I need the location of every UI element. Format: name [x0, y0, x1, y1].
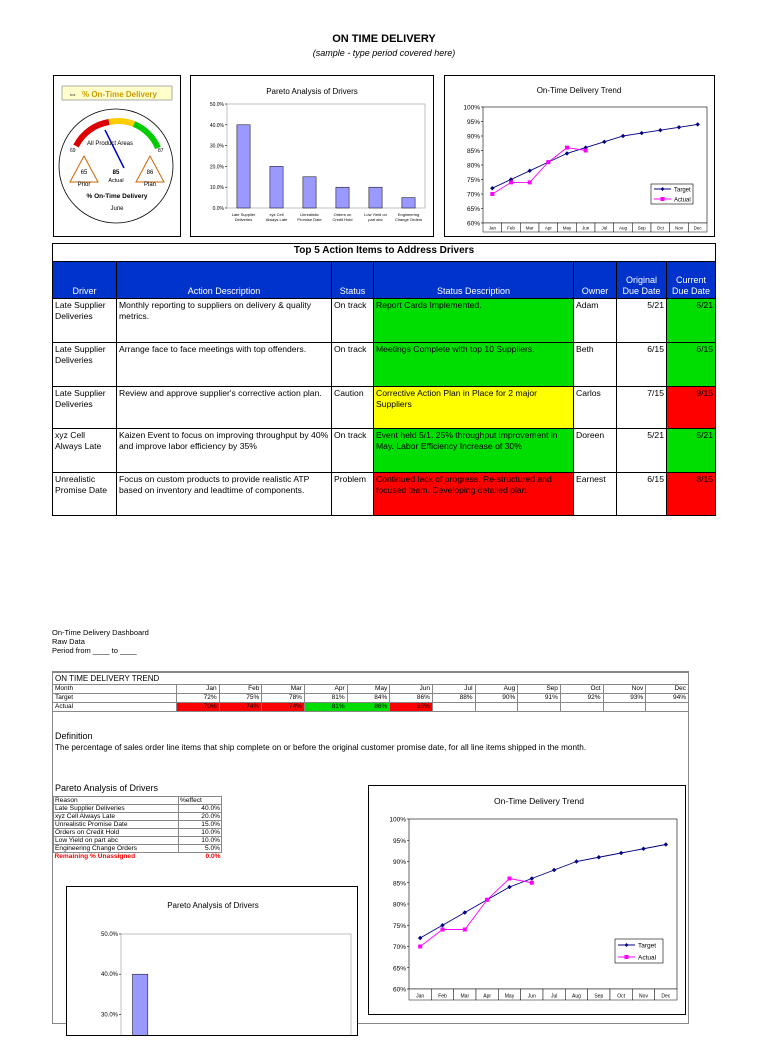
action-description: Focus on custom products to provide realistic ATP based on inventory and leadtime of components. [117, 473, 332, 516]
reason-name: Late Supplier Deliveries [54, 805, 179, 813]
action-driver: Late Supplier Deliveries [53, 299, 117, 343]
pareto-y-tick-label: 50.0% [100, 932, 118, 938]
legend-label: Target [674, 187, 691, 194]
reason-name: Engineering Change Orders [54, 845, 179, 853]
raw-target-cell: 94% [646, 694, 689, 703]
reason-name: xyz Cell Always Late [54, 813, 179, 821]
pareto-plot-area [227, 104, 425, 208]
raw-actual-label: Actual [53, 703, 177, 712]
reason-effect: 20.0% [179, 813, 222, 821]
action-owner: Earnest [574, 473, 617, 516]
col-driver: Driver [53, 262, 117, 299]
reason-name: Low Yield on part abc [54, 837, 179, 845]
raw-month-cell: Mar [262, 685, 305, 694]
action-original-due: 5/21 [617, 429, 667, 473]
raw-target-cell: 86% [390, 694, 433, 703]
pareto-chart-top [191, 76, 433, 236]
effect-header: %effect [179, 797, 222, 805]
action-current-due: 5/21 [667, 429, 716, 473]
action-original-due: 6/15 [617, 343, 667, 387]
trend-month-label: Nov [674, 225, 684, 231]
reason-header: Reason [54, 797, 179, 805]
trend-y-tick-label: 95% [466, 119, 480, 126]
gauge-value-label: Actual [108, 178, 124, 184]
reason-name: Orders on Credit Hold [54, 829, 179, 837]
action-items-table [52, 243, 716, 516]
reason-row [54, 845, 222, 853]
action-original-due: 6/15 [617, 473, 667, 516]
action-driver: Late Supplier Deliveries [53, 343, 117, 387]
raw-target-label: Target [53, 694, 177, 703]
action-status-description: Continued lack of progress. Re-structured and focused team. Developing detailed plan. [374, 473, 574, 516]
trend-month-label: Sep [594, 993, 604, 1000]
pareto-title: Pareto Analysis of Drivers [167, 901, 259, 910]
legend-marker-actual [625, 955, 629, 959]
trend-month-label: Dec [661, 993, 671, 1000]
gauge-value: 85 [112, 170, 120, 176]
col-action: Action Description [117, 262, 332, 299]
action-table-title: Top 5 Action Items to Address Drivers [53, 244, 716, 262]
raw-month-cell: May [347, 685, 390, 694]
raw-target-cell: 81% [304, 694, 347, 703]
action-description: Monthly reporting to suppliers on delivery & quality metrics. [117, 299, 332, 343]
raw-pareto-title: Pareto Analysis of Drivers [55, 783, 159, 793]
trend-y-tick-label: 60% [392, 986, 406, 994]
gauge-panel [53, 75, 181, 237]
trend-month-label: Nov [639, 993, 648, 1000]
action-status-description: Event held 5/1. 25% throughput improvement in May. Labor Efficiency Increase of 30% [374, 429, 574, 473]
trend-y-tick-label: 80% [392, 901, 406, 909]
page-subtitle: (sample - type period covered here) [312, 48, 456, 58]
raw-header-line2: Raw Data [52, 637, 85, 646]
raw-actual-cell [560, 703, 603, 712]
pareto-y-tick-label: 10.0% [209, 185, 224, 192]
trend-title: On-Time Delivery Trend [494, 796, 584, 806]
raw-target-cell: 72% [177, 694, 220, 703]
action-driver: Late Supplier Deliveries [53, 387, 117, 429]
trend-panel-bottom [368, 785, 686, 1015]
legend-label: Target [638, 942, 657, 950]
raw-trend-title: ON TIME DELIVERY TREND [53, 673, 689, 685]
pareto-plot-area [121, 934, 351, 1035]
trend-y-tick-label: 85% [392, 880, 406, 888]
pareto-category-label: Change Orders [394, 217, 423, 222]
double-arrow-icon: ⇔ [68, 89, 77, 99]
trend-month-label: Aug [618, 225, 628, 231]
raw-actual-cell: 70% [177, 703, 220, 712]
trend-month-label: Jun [582, 225, 590, 231]
raw-target-cell: 92% [560, 694, 603, 703]
action-row [53, 473, 716, 516]
trend-point-actual [528, 180, 532, 184]
raw-month-cell: Oct [560, 685, 603, 694]
trend-point-actual [565, 146, 569, 150]
trend-y-tick-label: 75% [392, 922, 406, 930]
trend-month-label: Mar [525, 225, 534, 231]
trend-month-label: Jan [416, 993, 425, 1000]
trend-month-label: May [504, 993, 515, 1000]
raw-target-cell: 93% [603, 694, 646, 703]
trend-month-label: Feb [438, 993, 447, 1000]
reason-row [54, 813, 222, 821]
action-original-due: 7/15 [617, 387, 667, 429]
legend-label: Actual [638, 954, 657, 962]
raw-actual-cell [475, 703, 518, 712]
action-row [53, 429, 716, 473]
trend-month-label: Jul [601, 225, 608, 231]
action-description: Arrange face to face meetings with top offenders. [117, 343, 332, 387]
raw-actual-cell: 86% [347, 703, 390, 712]
raw-pareto-table [53, 796, 222, 860]
pareto-category-label: Promise Date [297, 217, 322, 222]
raw-target-cell: 75% [219, 694, 262, 703]
reason-effect: 5.0% [179, 845, 222, 853]
reason-effect: 10.0% [179, 829, 222, 837]
gauge-legend-label: % On-Time Delivery [82, 90, 157, 99]
raw-header-line3: Period from ____ to ____ [52, 646, 137, 655]
action-current-due: 9/15 [667, 387, 716, 429]
col-current-due: Current Due Date [667, 262, 716, 299]
action-current-due: 6/15 [667, 343, 716, 387]
legend-marker-actual [661, 197, 665, 201]
definition-title: Definition [55, 731, 93, 741]
raw-month-cell: Jul [432, 685, 475, 694]
raw-target-cell: 90% [475, 694, 518, 703]
raw-month-cell: Sep [518, 685, 561, 694]
trend-y-tick-label: 100% [463, 104, 480, 112]
action-status: Problem [332, 473, 374, 516]
trend-y-tick-label: 90% [392, 859, 406, 866]
trend-chart-bottom [369, 786, 685, 1014]
gauge-yellow-zone [109, 121, 134, 124]
action-owner: Carlos [574, 387, 617, 429]
raw-actual-cell [518, 703, 561, 712]
trend-point-actual [490, 192, 494, 196]
page-title: ON TIME DELIVERY [332, 33, 436, 45]
action-description: Review and approve supplier's corrective action plan. [117, 387, 332, 429]
action-row [53, 343, 716, 387]
pareto-y-tick-label: 0.0% [212, 206, 224, 212]
raw-data-header [52, 628, 149, 655]
raw-month-cell: Dec [646, 685, 689, 694]
pareto-y-tick-label: 40.0% [209, 122, 224, 129]
remaining-label: Remaining % Unassigned [54, 853, 136, 860]
raw-month-cell: Aug [475, 685, 518, 694]
trend-month-label: Apr [483, 993, 492, 1000]
pareto-y-tick-label: 40.0% [100, 972, 118, 979]
pareto-chart-bottom [67, 887, 357, 1035]
reason-row [54, 805, 222, 813]
pareto-category-label: Engineering [397, 212, 420, 217]
trend-point-actual [584, 149, 588, 153]
action-owner: Doreen [574, 429, 617, 473]
pareto-category-label: xyz Cell [269, 212, 284, 217]
pareto-bar [237, 125, 250, 208]
raw-month-cell: Jan [177, 685, 220, 694]
raw-actual-cell: 74% [219, 703, 262, 712]
trend-chart-top [445, 76, 714, 236]
gauge-month: June [110, 206, 124, 212]
reason-effect: 15.0% [179, 821, 222, 829]
reason-row [54, 821, 222, 829]
pareto-category-label: Unrealistic [300, 212, 319, 217]
action-owner: Beth [574, 343, 617, 387]
raw-month-label: Month [53, 685, 177, 694]
raw-month-cell: Jun [390, 685, 433, 694]
pareto-y-tick-label: 30.0% [209, 143, 224, 150]
raw-header-line1: On-Time Delivery Dashboard [52, 628, 149, 637]
trend-y-tick-label: 65% [392, 965, 406, 973]
trend-point-actual [441, 928, 445, 932]
plan-label: Plan [143, 182, 157, 188]
reason-effect: 40.0% [179, 805, 222, 813]
action-driver: Unrealistic Promise Date [53, 473, 117, 516]
reason-row [54, 837, 222, 845]
legend-label: Actual [674, 197, 691, 204]
action-row [53, 387, 716, 429]
action-status: On track [332, 299, 374, 343]
pareto-category-label: Low Yield on [364, 212, 387, 217]
pareto-title: Pareto Analysis of Drivers [266, 87, 358, 96]
trend-month-label: Oct [617, 993, 626, 1000]
trend-plot-area [409, 819, 677, 989]
pareto-category-label: Credit Hold [332, 217, 353, 222]
trend-month-label: Mar [460, 993, 470, 1000]
trend-month-label: Jun [527, 993, 536, 1000]
pareto-category-label: Deliveries [234, 217, 253, 222]
trend-y-tick-label: 70% [392, 944, 406, 951]
pareto-category-label: Orders on [333, 212, 352, 217]
trend-month-label: Sep [637, 225, 646, 231]
raw-target-cell: 84% [347, 694, 390, 703]
pareto-panel-bottom [66, 886, 358, 1036]
trend-point-actual [509, 180, 513, 184]
gauge-svg [54, 76, 180, 236]
pareto-bar [303, 177, 316, 208]
trend-point-actual [485, 898, 489, 902]
raw-actual-cell: 85% [390, 703, 433, 712]
trend-point-actual [546, 160, 550, 164]
reason-name: Unrealistic Promise Date [54, 821, 179, 829]
action-status-description: Meetings Complete with top 10 Suppliers. [374, 343, 574, 387]
action-status: On track [332, 343, 374, 387]
trend-point-actual [508, 877, 512, 881]
trend-month-label: Jul [550, 993, 558, 1000]
trend-y-tick-label: 80% [466, 162, 480, 170]
gauge-high-tick: 87 [158, 148, 164, 154]
action-status-description: Corrective Action Plan in Place for 2 major Suppliers [374, 387, 574, 429]
pareto-bar [133, 974, 148, 1035]
trend-y-tick-label: 75% [466, 177, 480, 184]
action-status: On track [332, 429, 374, 473]
gauge-low-tick: 69 [70, 148, 76, 154]
trend-point-actual [463, 928, 467, 932]
trend-y-tick-label: 60% [466, 220, 480, 228]
col-original-due: Original Due Date [617, 262, 667, 299]
col-status-desc: Status Description [374, 262, 574, 299]
pareto-category-label: Always Late [265, 217, 288, 222]
action-status: Caution [332, 387, 374, 429]
col-status: Status [332, 262, 374, 299]
action-row [53, 299, 716, 343]
action-status-description: Report Cards Implemented. [374, 299, 574, 343]
trend-month-label: Feb [507, 225, 515, 231]
trend-plot-area [483, 107, 707, 223]
trend-month-label: Aug [572, 993, 581, 1000]
prior-label: Prior [77, 182, 91, 188]
trend-y-tick-label: 70% [466, 191, 480, 199]
remaining-value: 0.0% [205, 853, 221, 860]
pareto-bar [336, 187, 349, 208]
col-owner: Owner [574, 262, 617, 299]
pareto-panel-top [190, 75, 434, 237]
trend-month-label: May [562, 225, 572, 231]
action-description: Kaizen Event to focus on improving throughput by 40% and improve labor efficiency by 35% [117, 429, 332, 473]
trend-y-tick-label: 100% [389, 816, 406, 824]
pareto-category-label: Late Supplier [231, 212, 256, 217]
pareto-category-label: part abc [368, 217, 383, 222]
pareto-bar [402, 198, 415, 208]
plan-value: 86 [146, 170, 154, 176]
pareto-bar [369, 187, 382, 208]
raw-target-cell: 78% [262, 694, 305, 703]
raw-trend-table [52, 672, 689, 712]
trend-title: On-Time Delivery Trend [536, 86, 622, 95]
raw-target-cell: 88% [432, 694, 475, 703]
raw-target-cell: 91% [518, 694, 561, 703]
gauge-area-label: All Product Areas [87, 141, 134, 147]
raw-month-cell: Nov [603, 685, 646, 694]
definition-text: The percentage of sales order line items that ship complete on or before the original customer promise date, for all line items shipped in the month. [55, 743, 587, 752]
prior-value: 65 [80, 170, 88, 176]
pareto-y-tick-label: 50.0% [209, 102, 224, 108]
trend-month-label: Jan [488, 225, 496, 231]
gauge-caption: % On-Time Delivery [86, 193, 148, 200]
reason-effect: 10.0% [179, 837, 222, 845]
trend-point-actual [418, 945, 422, 949]
pareto-y-tick-label: 20.0% [209, 164, 224, 171]
trend-y-tick-label: 95% [392, 837, 406, 845]
action-current-due: 8/15 [667, 473, 716, 516]
trend-y-tick-label: 90% [466, 133, 480, 141]
raw-actual-cell: 81% [304, 703, 347, 712]
trend-y-tick-label: 85% [466, 148, 480, 155]
raw-actual-cell: 74% [262, 703, 305, 712]
trend-month-label: Oct [656, 225, 664, 231]
action-current-due: 5/21 [667, 299, 716, 343]
trend-point-actual [530, 881, 534, 885]
trend-month-label: Dec [693, 225, 702, 231]
raw-actual-cell [646, 703, 689, 712]
action-driver: xyz Cell Always Late [53, 429, 117, 473]
trend-panel-top [444, 75, 715, 237]
pareto-bar [270, 166, 283, 208]
action-owner: Adam [574, 299, 617, 343]
raw-month-cell: Apr [304, 685, 347, 694]
action-original-due: 5/21 [617, 299, 667, 343]
raw-actual-cell [603, 703, 646, 712]
raw-actual-cell [432, 703, 475, 712]
pareto-y-tick-label: 30.0% [100, 1012, 118, 1019]
trend-y-tick-label: 65% [466, 206, 480, 213]
trend-month-label: Apr [544, 225, 552, 231]
reason-row [54, 829, 222, 837]
raw-month-cell: Feb [219, 685, 262, 694]
